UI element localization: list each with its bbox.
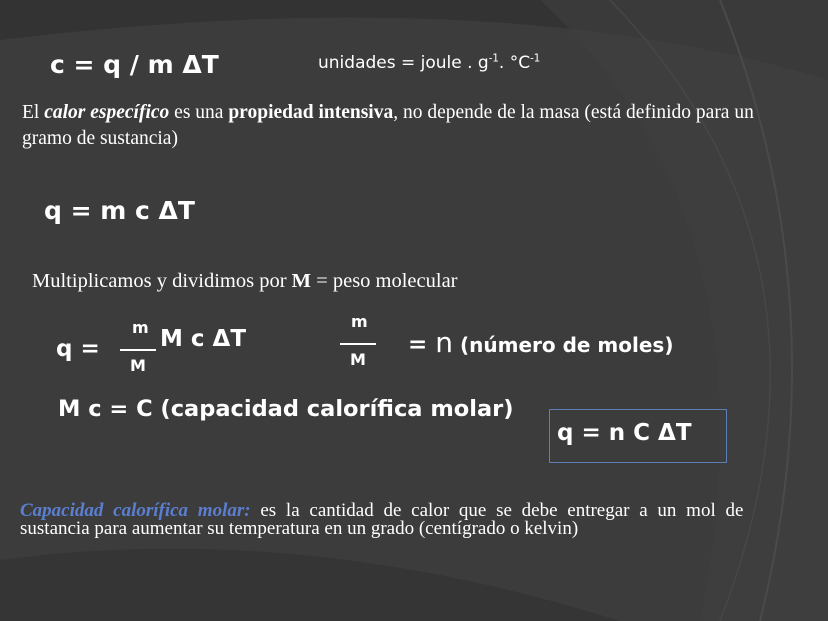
specific-heat-description-line2: gramo de sustancia) (22, 128, 178, 149)
molar-heat-capacity-definition-line2: sustancia para aumentar su temperatura en un grado (centígrado o kelvin) (20, 518, 579, 539)
specific-heat-description: El calor específico es una propiedad intensiva, no depende de la masa (está definido para un (22, 102, 754, 123)
fraction2-denominator: M (350, 350, 366, 369)
heat-formula: q = m c ΔT (44, 196, 195, 225)
boxed-formula: q = n C ΔT (557, 420, 692, 446)
fraction-bar (120, 349, 156, 351)
molar-heat-capacity-formula: M c = C (capacidad calorífica molar) (58, 396, 514, 422)
fraction-denominator: M (130, 356, 146, 375)
specific-heat-formula: c = q / m ΔT (50, 50, 219, 79)
fraction2-bar (340, 343, 376, 345)
q-equals-label: q = (56, 336, 100, 362)
moles-definition: = n (número de moles) (408, 326, 674, 359)
molar-expression: M c ΔT (160, 326, 247, 352)
molar-heat-capacity-definition: Capacidad calorífica molar: es la cantidad de calor que se debe entregar a un mol de (20, 500, 744, 521)
fraction-numerator: m (132, 318, 149, 337)
units-text: unidades = joule . $g^{-1}$. $^\circ C^{-1}$ (318, 53, 541, 73)
multiply-text: Multiplicamos y dividimos por M = peso molecular (32, 270, 458, 292)
fraction2-numerator: m (351, 312, 368, 331)
